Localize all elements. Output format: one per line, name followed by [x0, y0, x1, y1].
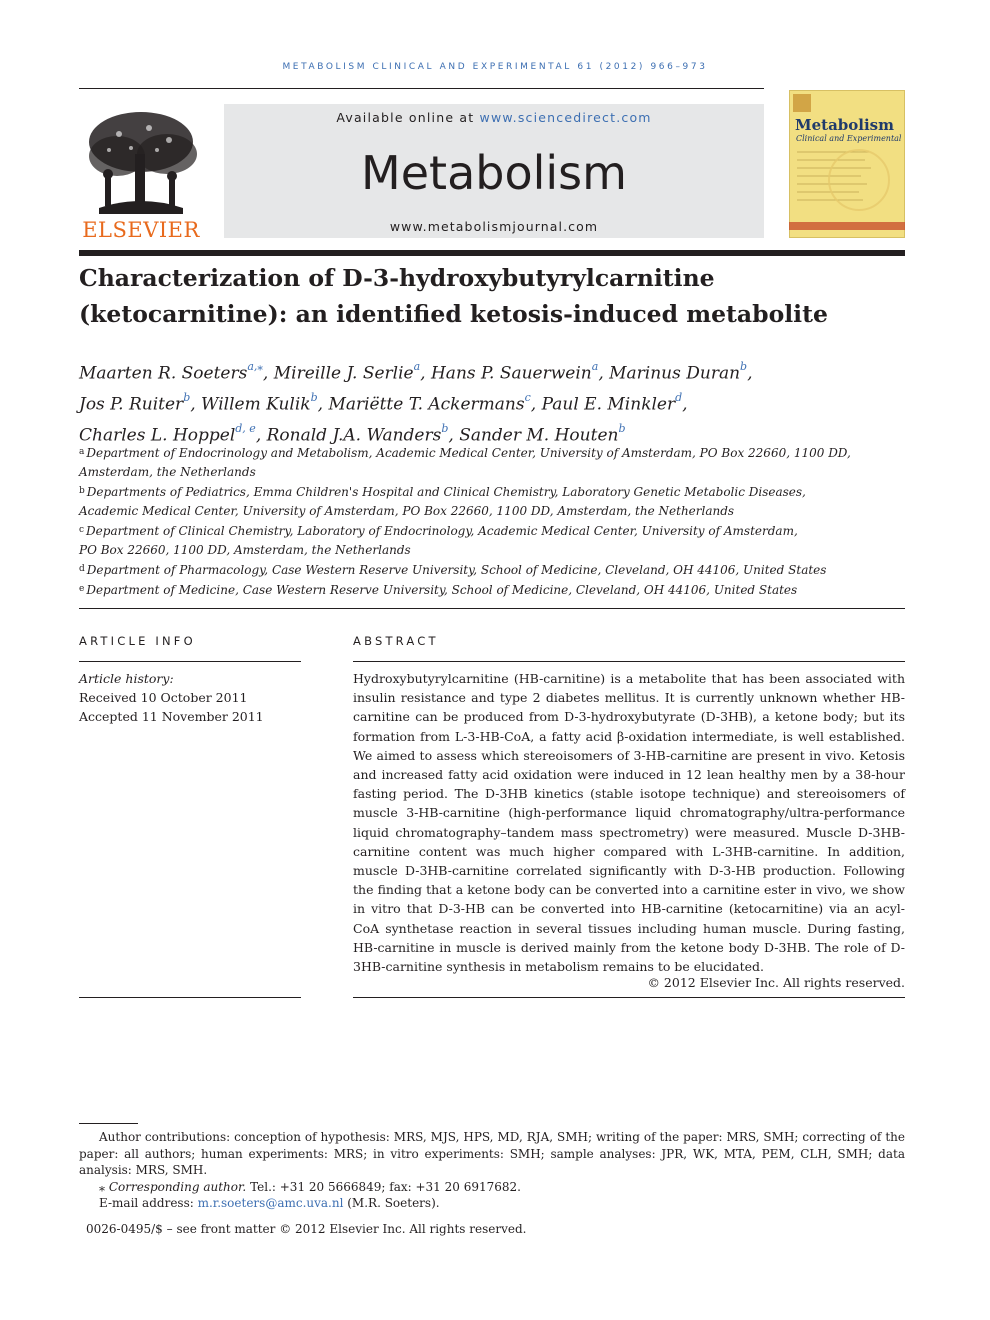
author-name: Willem Kulik: [201, 394, 311, 415]
affiliation-label: d: [79, 564, 85, 574]
author-affiliation-mark[interactable]: a: [413, 360, 421, 373]
header-top-rule: [79, 88, 764, 89]
author-affiliation-mark[interactable]: b: [183, 391, 191, 405]
author-name: Jos P. Ruiter: [79, 394, 184, 415]
corresponding-label: Corresponding author.: [108, 1179, 247, 1194]
accepted-date: Accepted 11 November 2011: [79, 709, 264, 724]
author-affiliation-mark[interactable]: a: [591, 360, 599, 373]
affiliation-c: $^c$ Department of Clinical Chemistry, Laboratory of Endocrinology, Academic Medical Center, University of Amsterdam,: [79, 524, 798, 538]
affiliation-label: e: [79, 584, 85, 594]
front-matter-notice: 0026-0495/$ – see front matter © 2012 Elsevier Inc. All rights reserved.: [86, 1222, 527, 1236]
journal-title: Metabolism: [361, 146, 627, 200]
author-contributions: Author contributions: conception of hypothesis: MRS, MJS, HPS, MD, RJA, SMH; writing of the paper: MRS, SMH; correcting of the paper: all authors; human experiments: MRS; in vitro experiments: SMH; sample analyses: JPR, WK, MTA, PEM, CLH, SMH; data analysis: MRS, SMH.: [79, 1130, 905, 1178]
email-line: [79, 1195, 905, 1212]
author-name: Charles L. Hoppel: [79, 425, 236, 446]
footnotes: [79, 1129, 905, 1212]
author-affiliation-mark[interactable]: b: [310, 391, 318, 405]
author-line-3: Charles L. Hoppel$^{d, e}$, Ronald J.A. Wanders$^b$, Sander M. Houten$^b$: [79, 422, 626, 446]
article-info-bottom-rule: [79, 997, 301, 998]
abstract-bottom-rule: [353, 997, 905, 998]
header-thick-rule: [79, 250, 905, 256]
affiliation-label: b: [79, 486, 85, 496]
author-affiliation-mark[interactable]: b: [740, 360, 748, 373]
article-title-line-1: Characterization of D-3-hydroxybutyrylcarnitine: [79, 264, 715, 292]
corresponding-mark: ⁎: [99, 1179, 105, 1194]
author-affiliation-mark[interactable]: c: [524, 391, 531, 405]
abstract-copyright: © 2012 Elsevier Inc. All rights reserved.: [647, 975, 905, 990]
email-link[interactable]: m.r.soeters@amc.uva.nl: [197, 1196, 344, 1211]
affiliation-b-cont: Academic Medical Center, University of Amsterdam, PO Box 22660, 1100 DD, Amsterdam, the Netherlands: [79, 504, 735, 518]
affiliation-c-cont: PO Box 22660, 1100 DD, Amsterdam, the Netherlands: [79, 543, 411, 557]
author-affiliation-mark[interactable]: b: [441, 422, 449, 436]
author-name: Maarten R. Soeters: [79, 363, 248, 384]
available-prefix: Available online at: [336, 110, 480, 125]
corresponding-author: [79, 1179, 905, 1196]
author-line-1: Maarten R. Soeters$^{a,⁎}$, Mireille J. Serlie$^a$, Hans P. Sauerwein$^a$, Marinus Duran$^b$,: [79, 360, 753, 384]
email-suffix: (M.R. Soeters).: [343, 1196, 440, 1211]
received-date: Received 10 October 2011: [79, 690, 248, 705]
article-history: [79, 669, 301, 726]
affiliation-list: [79, 443, 905, 600]
article-info-heading: ARTICLE INFO: [79, 634, 196, 648]
affiliation-label: a: [79, 447, 85, 457]
article-info-rule: [79, 661, 301, 662]
sciencedirect-link[interactable]: www.sciencedirect.com: [479, 110, 652, 125]
affiliation-e: $^e$ Department of Medicine, Case Western Reserve University, School of Medicine, Cleveland, OH 44106, United States: [79, 583, 798, 597]
abstract-rule: [353, 661, 905, 662]
footnote-rule: [79, 1123, 138, 1124]
elsevier-wordmark: ELSEVIER: [82, 218, 200, 242]
cover-title: Metabolism: [795, 116, 895, 134]
author-affiliation-mark[interactable]: b: [618, 422, 626, 436]
article-title-line-2: (ketocarnitine): an identified ketosis-induced metabolite: [79, 300, 828, 328]
affiliation-b: $^b$ Departments of Pediatrics, Emma Children's Hospital and Clinical Chemistry, Laboratory Genetic Metabolic Diseases,: [79, 485, 806, 499]
author-affiliation-mark[interactable]: d: [675, 391, 683, 405]
journal-url[interactable]: www.metabolismjournal.com: [389, 219, 599, 234]
author-name: Marinus Duran: [609, 363, 741, 384]
author-list: [79, 356, 905, 449]
article-title: [79, 260, 905, 332]
abstract-heading: ABSTRACT: [353, 634, 439, 648]
running-head: METABOLISM CLINICAL AND EXPERIMENTAL 61 (2012) 966–973: [282, 62, 708, 72]
affiliation-label: c: [79, 525, 85, 535]
author-affiliation-mark[interactable]: a,⁎: [247, 360, 263, 373]
author-name: Sander M. Houten: [459, 425, 619, 446]
available-online: [224, 110, 764, 125]
author-affiliation-mark[interactable]: d, e: [235, 422, 256, 436]
affiliation-rule: [79, 608, 905, 609]
affiliation-a-cont: Amsterdam, the Netherlands: [79, 465, 256, 479]
abstract-body: Hydroxybutyrylcarnitine (HB-carnitine) is a metabolite that has been associated with insulin resistance and type 2 diabetes mellitus. It is currently unknown whether HB-carnitine can be produced from D-3-hydroxybutyrate (D-3HB), a ketone body; but its formation from L-3-HB-CoA, a fatty acid β-oxidation intermediate, is well established. We aimed to assess which stereoisomers of 3-HB-carnitine are present in vivo. Ketosis and increased fatty acid oxidation were induced in 12 lean healthy men by a 38-hour fasting period. The D-3HB kinetics (stable isotope technique) and stereoisomers of muscle 3-HB-carnitine (high-performance liquid chromatography/ultra-performance liquid chromatography–tandem mass spectrometry) were measured. Muscle D-3HB-carnitine content was much higher compared with L-3HB-carnitine. In addition, muscle D-3HB-carnitine correlated significantly with D-3-HB production. Following the finding that a ketone body can be converted into a carnitine ester in vivo, we show in vitro that D-3-HB can be converted into HB-carnitine (ketocarnitine) via an acyl-CoA synthetase reaction in several tissues including human muscle. During fasting, HB-carnitine in muscle is derived mainly from the ketone body D-3HB. The role of D-3HB-carnitine synthesis in metabolism remains to be elucidated.: [353, 671, 905, 975]
history-label: Article history:: [79, 671, 174, 686]
author-name: Hans P. Sauerwein: [430, 363, 592, 384]
journal-cover-graphic: [789, 90, 905, 238]
author-name: Ronald J.A. Wanders: [266, 425, 442, 446]
author-name: Mireille J. Serlie: [273, 363, 414, 384]
affiliation-d: $^d$ Department of Pharmacology, Case Western Reserve University, School of Medicine, Cleveland, OH 44106, United States: [79, 563, 827, 577]
author-line-2: Jos P. Ruiter$^b$, Willem Kulik$^b$, Mariëtte T. Ackermans$^c$, Paul E. Minkler$^d$,: [79, 391, 688, 415]
cover-subtitle: Clinical and Experimental: [796, 134, 902, 143]
author-name: Mariëtte T. Ackermans: [328, 394, 525, 415]
author-name: Paul E. Minkler: [541, 394, 676, 415]
email-label: E-mail address:: [99, 1196, 198, 1211]
affiliation-a: $^a$ Department of Endocrinology and Metabolism, Academic Medical Center, University of Amsterdam, PO Box 22660, 1100 DD,: [79, 446, 851, 460]
corresponding-phone: Tel.: +31 20 5666849; fax: +31 20 6917682.: [246, 1179, 521, 1194]
